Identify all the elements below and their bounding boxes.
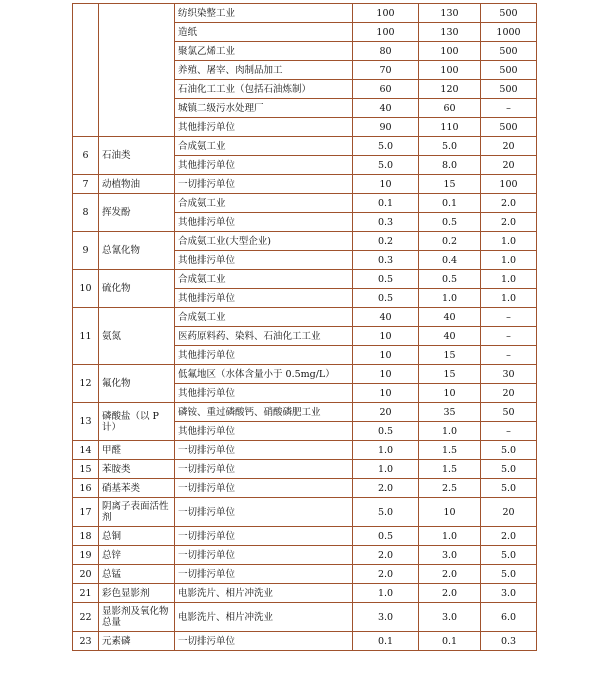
grade-2-standard: 2.0 bbox=[419, 584, 481, 603]
industry-scope: 一切排污单位 bbox=[175, 498, 353, 527]
grade-1-standard: 10 bbox=[353, 175, 419, 194]
table-row bbox=[73, 546, 537, 565]
table-row bbox=[73, 175, 537, 194]
grade-1-standard: 5.0 bbox=[353, 498, 419, 527]
grade-3-standard: 2.0 bbox=[481, 527, 537, 546]
table-row bbox=[73, 441, 537, 460]
industry-scope: 一切排污单位 bbox=[175, 441, 353, 460]
item-number: 9 bbox=[73, 232, 99, 270]
grade-3-standard: 50 bbox=[481, 403, 537, 422]
grade-1-standard: 0.3 bbox=[353, 251, 419, 270]
grade-2-standard: 120 bbox=[419, 80, 481, 99]
grade-3-standard: 20 bbox=[481, 498, 537, 527]
grade-1-standard: 40 bbox=[353, 99, 419, 118]
table-row bbox=[73, 365, 537, 384]
industry-scope: 石油化工工业（包括石油炼制） bbox=[175, 80, 353, 99]
grade-2-standard: 0.1 bbox=[419, 632, 481, 651]
grade-2-standard: 5.0 bbox=[419, 137, 481, 156]
grade-1-standard: 10 bbox=[353, 346, 419, 365]
pollutant-name: 甲醛 bbox=[99, 441, 175, 460]
industry-scope: 医药原料药、染料、石油化工工业 bbox=[175, 327, 353, 346]
table-row bbox=[73, 603, 537, 632]
grade-2-standard: 1.5 bbox=[419, 460, 481, 479]
table-row bbox=[73, 194, 537, 213]
grade-3-standard: – bbox=[481, 422, 537, 441]
grade-2-standard: 1.0 bbox=[419, 289, 481, 308]
grade-2-standard: 35 bbox=[419, 403, 481, 422]
pollutant-name: 氨氮 bbox=[99, 308, 175, 365]
industry-scope: 其他排污单位 bbox=[175, 384, 353, 403]
table-row bbox=[73, 4, 537, 23]
grade-3-standard: – bbox=[481, 346, 537, 365]
grade-1-standard: 100 bbox=[353, 4, 419, 23]
grade-2-standard: 0.2 bbox=[419, 232, 481, 251]
industry-scope: 合成氨工业(大型企业) bbox=[175, 232, 353, 251]
table-row bbox=[73, 308, 537, 327]
industry-scope: 一切排污单位 bbox=[175, 546, 353, 565]
industry-scope: 纺织染整工业 bbox=[175, 4, 353, 23]
item-number: 12 bbox=[73, 365, 99, 403]
discharge-standards-table bbox=[72, 3, 537, 651]
grade-3-standard: 500 bbox=[481, 42, 537, 61]
pollutant-name: 总锌 bbox=[99, 546, 175, 565]
industry-scope: 磷铵、重过磷酸钙、硝酸磷肥工业 bbox=[175, 403, 353, 422]
industry-scope: 养殖、屠宰、肉制品加工 bbox=[175, 61, 353, 80]
grade-2-standard: 1.0 bbox=[419, 422, 481, 441]
grade-1-standard: 2.0 bbox=[353, 565, 419, 584]
item-number: 7 bbox=[73, 175, 99, 194]
grade-1-standard: 3.0 bbox=[353, 603, 419, 632]
item-number: 13 bbox=[73, 403, 99, 441]
table-row bbox=[73, 479, 537, 498]
grade-2-standard: 100 bbox=[419, 42, 481, 61]
table-row bbox=[73, 565, 537, 584]
grade-2-standard: 130 bbox=[419, 4, 481, 23]
item-number: 20 bbox=[73, 565, 99, 584]
grade-2-standard: 3.0 bbox=[419, 546, 481, 565]
grade-3-standard: 1.0 bbox=[481, 251, 537, 270]
item-number bbox=[73, 4, 99, 137]
pollutant-name: 元素磷 bbox=[99, 632, 175, 651]
industry-scope: 造纸 bbox=[175, 23, 353, 42]
item-number: 6 bbox=[73, 137, 99, 175]
table-row bbox=[73, 584, 537, 603]
table-row bbox=[73, 270, 537, 289]
industry-scope: 低氟地区（水体含量小于 0.5mg/L） bbox=[175, 365, 353, 384]
pollutant-name: 磷酸盐（以 P 计） bbox=[99, 403, 175, 441]
grade-3-standard: 1000 bbox=[481, 23, 537, 42]
grade-3-standard: 20 bbox=[481, 384, 537, 403]
industry-scope: 合成氨工业 bbox=[175, 270, 353, 289]
grade-1-standard: 90 bbox=[353, 118, 419, 137]
grade-2-standard: 2.5 bbox=[419, 479, 481, 498]
grade-3-standard: – bbox=[481, 308, 537, 327]
grade-3-standard: 5.0 bbox=[481, 460, 537, 479]
grade-1-standard: 0.5 bbox=[353, 527, 419, 546]
grade-3-standard: 20 bbox=[481, 137, 537, 156]
item-number: 16 bbox=[73, 479, 99, 498]
grade-1-standard: 5.0 bbox=[353, 156, 419, 175]
grade-2-standard: 100 bbox=[419, 61, 481, 80]
grade-1-standard: 5.0 bbox=[353, 137, 419, 156]
industry-scope: 聚氯乙烯工业 bbox=[175, 42, 353, 61]
grade-2-standard: 0.1 bbox=[419, 194, 481, 213]
grade-1-standard: 2.0 bbox=[353, 479, 419, 498]
table-row bbox=[73, 527, 537, 546]
table-row bbox=[73, 460, 537, 479]
grade-2-standard: 10 bbox=[419, 498, 481, 527]
pollutant-name: 硝基苯类 bbox=[99, 479, 175, 498]
item-number: 18 bbox=[73, 527, 99, 546]
industry-scope: 一切排污单位 bbox=[175, 632, 353, 651]
grade-2-standard: 2.0 bbox=[419, 565, 481, 584]
item-number: 14 bbox=[73, 441, 99, 460]
grade-2-standard: 1.0 bbox=[419, 527, 481, 546]
table-row bbox=[73, 403, 537, 422]
grade-2-standard: 40 bbox=[419, 308, 481, 327]
grade-1-standard: 0.5 bbox=[353, 270, 419, 289]
grade-3-standard: – bbox=[481, 327, 537, 346]
pollutant-name: 总氰化物 bbox=[99, 232, 175, 270]
grade-1-standard: 60 bbox=[353, 80, 419, 99]
grade-3-standard: 2.0 bbox=[481, 194, 537, 213]
item-number: 19 bbox=[73, 546, 99, 565]
item-number: 11 bbox=[73, 308, 99, 365]
pollutant-name: 石油类 bbox=[99, 137, 175, 175]
grade-2-standard: 110 bbox=[419, 118, 481, 137]
industry-scope: 一切排污单位 bbox=[175, 460, 353, 479]
grade-2-standard: 40 bbox=[419, 327, 481, 346]
grade-2-standard: 15 bbox=[419, 365, 481, 384]
grade-2-standard: 0.5 bbox=[419, 270, 481, 289]
grade-1-standard: 70 bbox=[353, 61, 419, 80]
grade-1-standard: 0.5 bbox=[353, 422, 419, 441]
grade-2-standard: 1.5 bbox=[419, 441, 481, 460]
pollutant-name: 苯胺类 bbox=[99, 460, 175, 479]
industry-scope: 其他排污单位 bbox=[175, 213, 353, 232]
grade-3-standard: 5.0 bbox=[481, 546, 537, 565]
pollutant-name: 总铜 bbox=[99, 527, 175, 546]
grade-3-standard: 20 bbox=[481, 156, 537, 175]
grade-1-standard: 0.1 bbox=[353, 194, 419, 213]
grade-3-standard: 5.0 bbox=[481, 441, 537, 460]
industry-scope: 一切排污单位 bbox=[175, 527, 353, 546]
industry-scope: 其他排污单位 bbox=[175, 422, 353, 441]
grade-1-standard: 10 bbox=[353, 327, 419, 346]
pollutant-name: 显影剂及氧化物总量 bbox=[99, 603, 175, 632]
grade-3-standard: 1.0 bbox=[481, 289, 537, 308]
grade-1-standard: 20 bbox=[353, 403, 419, 422]
table-body bbox=[73, 4, 537, 651]
grade-2-standard: 15 bbox=[419, 346, 481, 365]
industry-scope: 合成氨工业 bbox=[175, 137, 353, 156]
grade-3-standard: 1.0 bbox=[481, 232, 537, 251]
pollutant-name: 硫化物 bbox=[99, 270, 175, 308]
industry-scope: 其他排污单位 bbox=[175, 346, 353, 365]
industry-scope: 电影洗片、相片冲洗业 bbox=[175, 603, 353, 632]
industry-scope: 一切排污单位 bbox=[175, 479, 353, 498]
pollutant-name: 氟化物 bbox=[99, 365, 175, 403]
industry-scope: 一切排污单位 bbox=[175, 175, 353, 194]
table-row bbox=[73, 137, 537, 156]
grade-3-standard: 1.0 bbox=[481, 270, 537, 289]
grade-1-standard: 1.0 bbox=[353, 584, 419, 603]
industry-scope: 合成氨工业 bbox=[175, 308, 353, 327]
grade-2-standard: 10 bbox=[419, 384, 481, 403]
grade-1-standard: 10 bbox=[353, 384, 419, 403]
industry-scope: 一切排污单位 bbox=[175, 565, 353, 584]
grade-2-standard: 0.5 bbox=[419, 213, 481, 232]
item-number: 17 bbox=[73, 498, 99, 527]
grade-1-standard: 1.0 bbox=[353, 460, 419, 479]
grade-1-standard: 100 bbox=[353, 23, 419, 42]
item-number: 23 bbox=[73, 632, 99, 651]
grade-2-standard: 130 bbox=[419, 23, 481, 42]
grade-3-standard: 5.0 bbox=[481, 479, 537, 498]
industry-scope: 城镇二级污水处理厂 bbox=[175, 99, 353, 118]
grade-1-standard: 2.0 bbox=[353, 546, 419, 565]
grade-1-standard: 1.0 bbox=[353, 441, 419, 460]
grade-3-standard: 500 bbox=[481, 4, 537, 23]
item-number: 8 bbox=[73, 194, 99, 232]
grade-1-standard: 80 bbox=[353, 42, 419, 61]
table-row bbox=[73, 232, 537, 251]
grade-2-standard: 15 bbox=[419, 175, 481, 194]
pollutant-name: 阴离子表面活性剂 bbox=[99, 498, 175, 527]
item-number: 10 bbox=[73, 270, 99, 308]
pollutant-name: 总锰 bbox=[99, 565, 175, 584]
grade-2-standard: 0.4 bbox=[419, 251, 481, 270]
pollutant-name: 彩色显影剂 bbox=[99, 584, 175, 603]
industry-scope: 其他排污单位 bbox=[175, 289, 353, 308]
grade-3-standard: 6.0 bbox=[481, 603, 537, 632]
grade-3-standard: 500 bbox=[481, 80, 537, 99]
industry-scope: 其他排污单位 bbox=[175, 156, 353, 175]
grade-1-standard: 10 bbox=[353, 365, 419, 384]
table-row bbox=[73, 498, 537, 527]
grade-3-standard: 500 bbox=[481, 118, 537, 137]
grade-3-standard: 0.3 bbox=[481, 632, 537, 651]
grade-1-standard: 0.2 bbox=[353, 232, 419, 251]
grade-2-standard: 60 bbox=[419, 99, 481, 118]
industry-scope: 电影洗片、相片冲洗业 bbox=[175, 584, 353, 603]
industry-scope: 合成氨工业 bbox=[175, 194, 353, 213]
item-number: 21 bbox=[73, 584, 99, 603]
pollutant-name bbox=[99, 4, 175, 137]
grade-1-standard: 40 bbox=[353, 308, 419, 327]
grade-3-standard: – bbox=[481, 99, 537, 118]
table-row bbox=[73, 632, 537, 651]
pollutant-name: 挥发酚 bbox=[99, 194, 175, 232]
item-number: 15 bbox=[73, 460, 99, 479]
grade-1-standard: 0.5 bbox=[353, 289, 419, 308]
grade-2-standard: 8.0 bbox=[419, 156, 481, 175]
pollutant-name: 动植物油 bbox=[99, 175, 175, 194]
grade-1-standard: 0.1 bbox=[353, 632, 419, 651]
grade-2-standard: 3.0 bbox=[419, 603, 481, 632]
grade-1-standard: 0.3 bbox=[353, 213, 419, 232]
grade-3-standard: 5.0 bbox=[481, 565, 537, 584]
grade-3-standard: 30 bbox=[481, 365, 537, 384]
industry-scope: 其他排污单位 bbox=[175, 118, 353, 137]
grade-3-standard: 500 bbox=[481, 61, 537, 80]
grade-3-standard: 2.0 bbox=[481, 213, 537, 232]
industry-scope: 其他排污单位 bbox=[175, 251, 353, 270]
item-number: 22 bbox=[73, 603, 99, 632]
grade-3-standard: 100 bbox=[481, 175, 537, 194]
grade-3-standard: 3.0 bbox=[481, 584, 537, 603]
